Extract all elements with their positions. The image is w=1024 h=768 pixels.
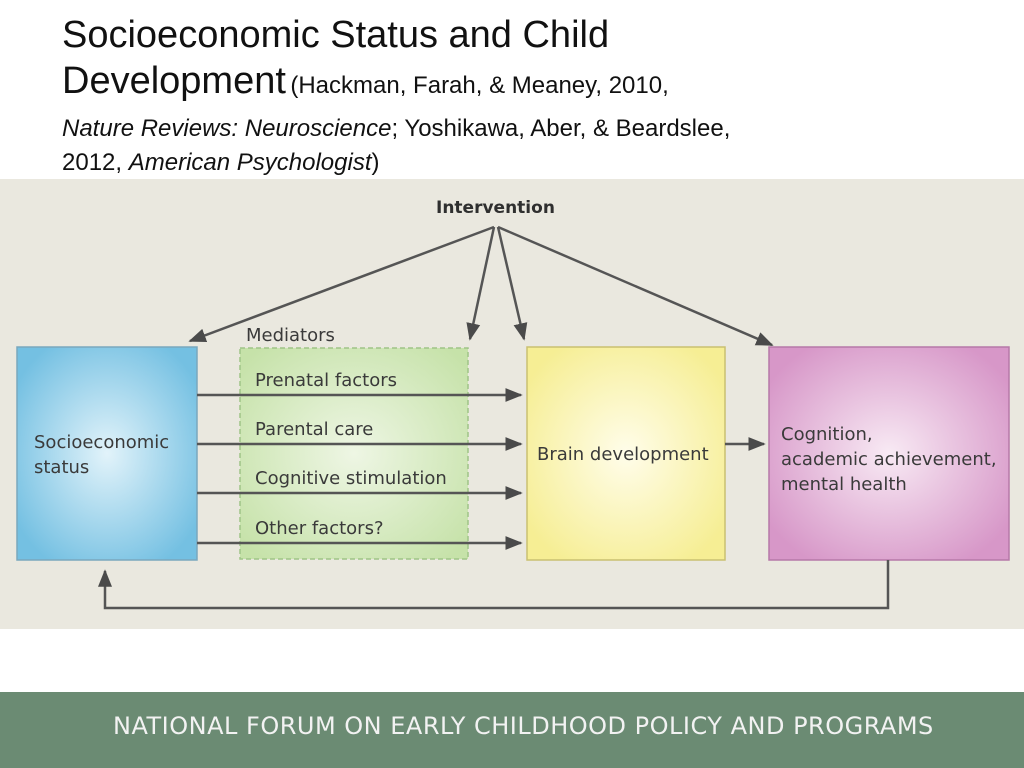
citation-part-2: ; Yoshikawa, Aber, & Beardslee, [391, 115, 731, 142]
feedback-arrow [105, 560, 888, 608]
mediator-prenatal: Prenatal factors [255, 370, 397, 391]
mediator-parental-care: Parental care [255, 419, 374, 440]
title-line-2: Development [62, 60, 286, 102]
outcome-line3: mental health [781, 474, 907, 495]
arrow-to-ses [190, 227, 494, 341]
mediators-label: Mediators [246, 325, 335, 346]
outcome-line1: Cognition, [781, 424, 873, 445]
citation-close: ) [371, 149, 380, 176]
citation-journal-2: American Psychologist [128, 149, 372, 176]
arrow-to-outcome [498, 227, 772, 345]
slide-title [62, 12, 1002, 180]
footer-bar [0, 692, 1024, 768]
arrow-to-brain [498, 227, 524, 339]
ses-label-line1: Socioeconomic [34, 432, 170, 453]
diagram-canvas [0, 179, 1024, 629]
brain-development-label: Brain development [537, 444, 709, 465]
intervention-label: Intervention [436, 198, 555, 218]
ses-box [17, 347, 197, 560]
arrow-to-mediators [470, 227, 494, 339]
mediator-cognitive-stimulation: Cognitive stimulation [255, 468, 447, 489]
citation-part-1: (Hackman, Farah, & Meaney, 2010, [290, 72, 669, 99]
ses-label-line2: status [34, 457, 90, 478]
ses-diagram-figure [0, 179, 1024, 629]
mediator-other-factors: Other factors? [255, 518, 384, 539]
footer-text: NATIONAL FORUM ON EARLY CHILDHOOD POLICY AND PROGRAMS [113, 712, 934, 740]
citation-part-3: 2012, [62, 149, 123, 176]
citation-journal-1: Nature Reviews: Neuroscience [62, 115, 392, 142]
title-line-1: Socioeconomic Status and Child [62, 14, 610, 56]
outcome-line2: academic achievement, [781, 449, 997, 470]
